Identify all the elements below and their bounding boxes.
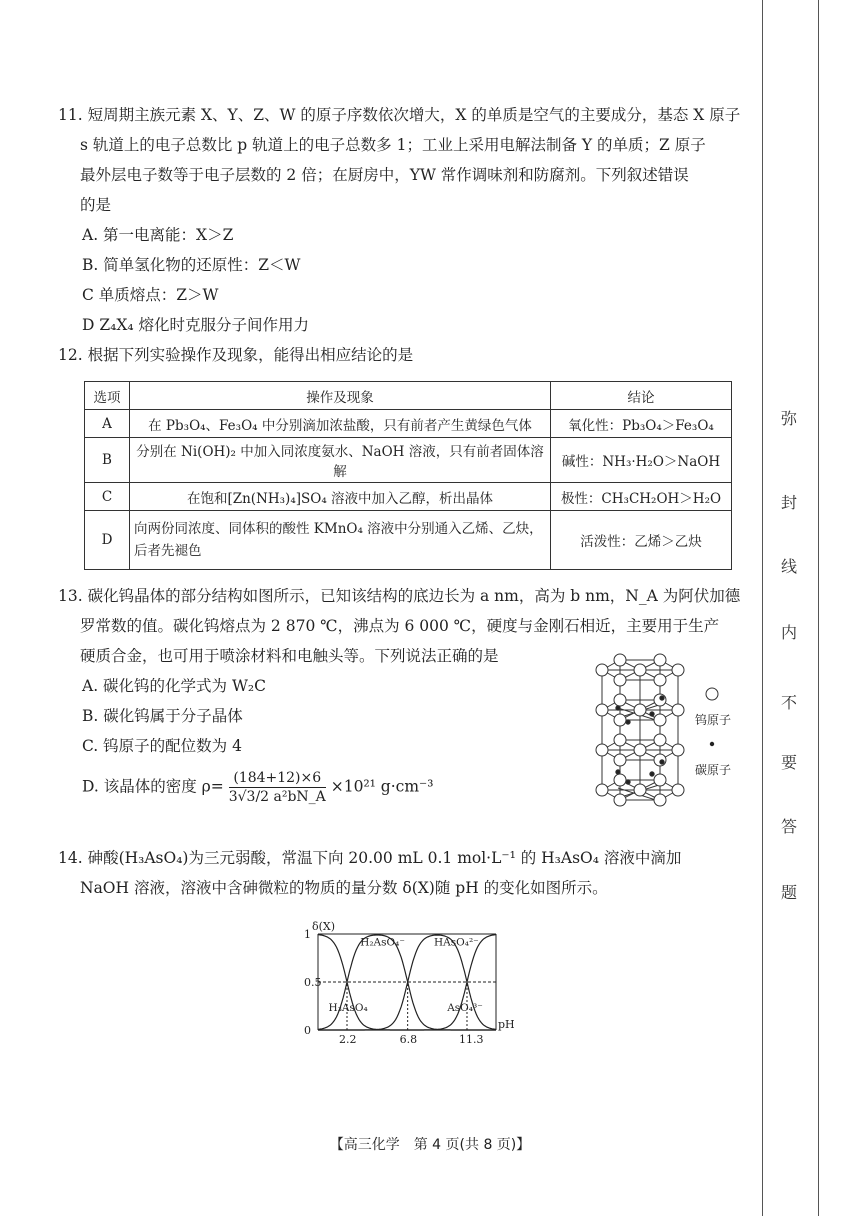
q13-line: 13. 碳化钨晶体的部分结构如图所示，已知该结构的底边长为 a nm，高为 b nm，N_A 为阿伏加德	[58, 587, 741, 605]
tungsten-atom	[672, 784, 684, 796]
q12-stem: 12. 根据下列实验操作及现象，能得出相应结论的是	[58, 346, 414, 364]
series-label: HAsO₄²⁻	[434, 936, 479, 949]
tungsten-atom	[614, 694, 626, 706]
tungsten-atom	[654, 654, 666, 666]
binding-line-right	[818, 0, 819, 1216]
q13-option-a: A. 碳化钨的化学式为 W₂C	[82, 677, 266, 695]
row-option: C	[85, 483, 130, 511]
carbon-atom	[616, 770, 620, 774]
table-row	[85, 511, 732, 570]
tungsten-legend-marker	[706, 688, 718, 700]
x-tick-label: 6.8	[399, 1033, 418, 1046]
carbon-atom	[650, 772, 654, 776]
carbon-atom	[616, 706, 620, 710]
row-operation: 分别在 Ni(OH)₂ 中加入同浓度氨水、NaOH 溶液，只有前者固体溶解	[130, 438, 551, 483]
tungsten-atom	[654, 754, 666, 766]
tungsten-atom	[654, 774, 666, 786]
row-operation: 向两份同浓度、同体积的酸性 KMnO₄ 溶液中分别通入乙烯、乙炔，后者先褪色	[130, 511, 551, 570]
series-label: H₃AsO₄	[328, 1001, 368, 1014]
margin-char: 内	[780, 623, 797, 642]
q11-line: s 轨道上的电子总数比 p 轨道上的电子总数多 1；工业上采用电解法制备 Y 的单质；Z 原子	[80, 136, 706, 154]
carbon-atom	[660, 760, 664, 764]
y-tick-label: 1	[304, 928, 311, 941]
species-distribution-chart	[290, 918, 530, 1048]
margin-char: 线	[780, 557, 797, 576]
margin-char: 题	[780, 883, 797, 902]
series-label: H₂AsO₄⁻	[360, 936, 405, 949]
row-conclusion: 极性：CH₃CH₂OH＞H₂O	[551, 483, 732, 511]
tungsten-atom	[614, 714, 626, 726]
tungsten-atom	[614, 794, 626, 806]
margin-char: 封	[780, 493, 797, 512]
tungsten-atom	[654, 694, 666, 706]
q11-option-c: C 单质熔点：Z＞W	[82, 286, 219, 304]
margin-char: 要	[780, 753, 797, 772]
tungsten-legend-label: 钨原子	[695, 713, 732, 727]
table-row	[85, 410, 732, 438]
q11-line: 11. 短周期主族元素 X、Y、Z、W 的原子序数依次增大，X 的单质是空气的主要成分，基态 X 原子	[58, 106, 741, 124]
experiment-table	[84, 381, 732, 570]
y-axis-label: δ(X)	[312, 920, 336, 933]
series-curve	[318, 935, 496, 1030]
row-operation: 在 Pb₃O₄、Fe₃O₄ 中分别滴加浓盐酸，只有前者产生黄绿色气体	[130, 410, 551, 438]
carbon-atom	[660, 696, 664, 700]
row-operation: 在饱和[Zn(NH₃)₄]SO₄ 溶液中加入乙醇，析出晶体	[130, 483, 551, 511]
q13-option-d-prefix: D. 该晶体的密度 ρ=	[82, 777, 224, 796]
q13-option-d-suffix: ×10²¹ g·cm⁻³	[330, 777, 434, 796]
tungsten-atom	[634, 704, 646, 716]
tungsten-atom	[654, 714, 666, 726]
q11-option-b: B. 简单氢化物的还原性：Z＜W	[82, 256, 301, 274]
page-footer: 【高三化学 第 4 页(共 8 页)】	[329, 1137, 531, 1153]
table-row	[85, 483, 732, 511]
margin-char: 不	[780, 693, 797, 712]
x-tick-label: 11.3	[458, 1033, 484, 1046]
table-row	[85, 438, 732, 483]
q11-option-a: A. 第一电离能：X＞Z	[82, 226, 234, 244]
tungsten-atom	[672, 704, 684, 716]
fraction-denominator: 3√3/2 a²bN_A	[228, 789, 326, 805]
row-option: B	[85, 438, 130, 483]
tungsten-atom	[596, 784, 608, 796]
header-conclusion: 结论	[551, 382, 732, 410]
question-12	[58, 340, 748, 370]
tungsten-atom	[654, 734, 666, 746]
tungsten-atom	[614, 774, 626, 786]
tungsten-atom	[672, 744, 684, 756]
tungsten-atom	[596, 704, 608, 716]
header-operation: 操作及现象	[130, 382, 551, 410]
y-tick-label: 0	[304, 1024, 311, 1037]
tungsten-atom	[634, 664, 646, 676]
q11-line: 最外层电子数等于电子层数的 2 倍；在厨房中，YW 常作调味剂和防腐剂。下列叙述错误	[80, 166, 689, 184]
density-fraction	[229, 769, 326, 806]
row-conclusion: 活泼性：乙烯＞乙炔	[551, 511, 732, 570]
row-option: A	[85, 410, 130, 438]
tungsten-atom	[596, 744, 608, 756]
tungsten-atom	[634, 784, 646, 796]
row-conclusion: 碱性：NH₃·H₂O＞NaOH	[551, 438, 732, 483]
y-tick-label: 0.5	[304, 976, 322, 989]
q14-line: 14. 砷酸(H₃AsO₄)为三元弱酸，常温下向 20.00 mL 0.1 mol·L⁻¹ 的 H₃AsO₄ 溶液中滴加	[58, 849, 682, 867]
tungsten-atom	[596, 664, 608, 676]
q11-option-d: D Z₄X₄ 熔化时克服分子间作用力	[82, 316, 310, 334]
row-option: D	[85, 511, 130, 570]
crystal-legend	[694, 684, 764, 784]
tungsten-atom	[614, 734, 626, 746]
question-14	[58, 843, 748, 903]
question-11	[58, 100, 748, 340]
q13-line: 罗常数的值。碳化钨熔点为 2 870 ℃，沸点为 6 000 ℃，硬度与金刚石相近，主要用于生产	[80, 617, 720, 635]
tungsten-atom	[654, 794, 666, 806]
carbon-atom	[626, 780, 630, 784]
tungsten-atom	[614, 654, 626, 666]
carbon-legend-label: 碳原子	[695, 763, 732, 777]
margin-char: 答	[780, 817, 797, 836]
binding-line-left	[762, 0, 763, 1216]
carbon-legend-marker	[710, 742, 714, 746]
tungsten-atom	[614, 674, 626, 686]
carbon-atom	[626, 720, 630, 724]
tungsten-atom	[672, 664, 684, 676]
q14-line: NaOH 溶液，溶液中含砷微粒的物质的量分数 δ(X)随 pH 的变化如图所示。	[80, 879, 608, 897]
q11-line: 的是	[80, 196, 112, 214]
q13-line: 硬质合金，也可用于喷涂材料和电触头等。下列说法正确的是	[80, 647, 499, 665]
table-header-row	[85, 382, 732, 410]
tungsten-atom	[614, 754, 626, 766]
carbon-atom	[650, 712, 654, 716]
header-option: 选项	[85, 382, 130, 410]
q13-option-c: C. 钨原子的配位数为 4	[82, 737, 242, 755]
margin-char: 弥	[780, 409, 797, 428]
tungsten-atom	[634, 744, 646, 756]
row-conclusion: 氧化性：Pb₃O₄＞Fe₃O₄	[551, 410, 732, 438]
q13-option-b: B. 碳化钨属于分子晶体	[82, 707, 243, 725]
fraction-numerator: (184+12)×6	[229, 769, 326, 788]
x-tick-label: 2.2	[339, 1033, 357, 1046]
x-axis-label: pH	[498, 1018, 515, 1031]
series-label: AsO₄³⁻	[447, 1001, 483, 1014]
tungsten-atom	[654, 674, 666, 686]
